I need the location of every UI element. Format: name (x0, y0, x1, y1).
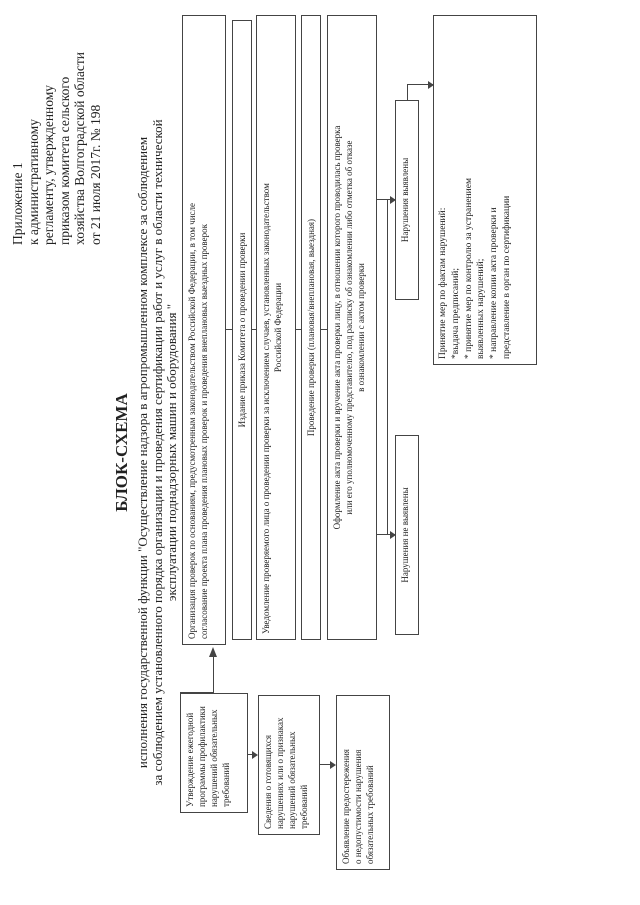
connector-line (213, 657, 214, 693)
connector-line (387, 200, 388, 535)
measures-line: выявленных нарушений; (476, 258, 487, 359)
connector-line (377, 534, 387, 535)
prevention-program-line: программы профилактики (197, 706, 208, 807)
arrowhead (209, 647, 217, 657)
step-order-line: Издание приказа Комитета о проведении проверки (237, 232, 247, 428)
step-act-line: Оформление акта проверки и вручение акта проверки лицу, в отношении которого проводилась проверка (332, 125, 342, 530)
measures-line: * принятие мер по контролю за устранением (463, 178, 474, 359)
appendix-line: к административному (25, 119, 41, 245)
measures-line: * направление копии акта проверки и (489, 207, 500, 359)
connector-line (296, 329, 301, 330)
step-act (327, 15, 377, 640)
measures-line: представление в орган по сертификации (502, 195, 513, 359)
outcome-violations-found (395, 100, 419, 300)
step-notification-line: Уведомление проверяемого лица о проведении проверки за исключением случаев, установленных законодательством (261, 183, 271, 634)
outcome-found-label: Нарушения выявлены (400, 157, 410, 243)
connector-line (321, 329, 327, 330)
prevention-warning-line: Объявление предостережения (341, 749, 351, 864)
connector-line (226, 329, 232, 330)
appendix-note (10, 5, 103, 245)
arrowhead (252, 751, 258, 759)
arrowhead (330, 761, 336, 769)
prevention-program-line: требований (221, 762, 232, 807)
subtitle-line: эксплуатации поднадзорных машин и оборудования " (164, 303, 180, 602)
step-organization-line: Организация проверок по основаниям, предусмотренным законодательством Российской Федерации, в том числе (187, 202, 197, 639)
step-act-line: в ознакомлении с актом проверки (356, 263, 367, 392)
step-inspection (301, 15, 321, 640)
appendix-line: хозяйства Волгоградской области (72, 52, 88, 245)
prevention-info (258, 695, 320, 835)
arrowhead (390, 531, 396, 539)
step-organization-line: согласование проекта плана проведения плановых проверок и проведения внеплановых выездных проверок (199, 224, 210, 639)
step-notification (256, 15, 296, 640)
appendix-line: Приложение 1 (10, 162, 25, 245)
diagram-subtitle (136, 0, 180, 905)
connector-line (407, 85, 408, 100)
measures-box (433, 15, 537, 365)
prevention-warning (336, 695, 390, 870)
subtitle-line: за соблюдением установленного порядка организации и проведения сертификации работ и услуг в области технической (149, 119, 165, 786)
prevention-warning-line: о недопустимости нарушения (353, 749, 364, 864)
prevention-info-line: нарушениях или о признаках (275, 717, 286, 829)
prevention-info-line: Сведения о готовящихся (263, 735, 273, 829)
outcome-not-found-label: Нарушения не выявлены (400, 487, 410, 583)
connector-line (252, 329, 256, 330)
appendix-line: от 21 июля 2017г. № 198 (87, 104, 103, 245)
diagram-title: БЛОК-СХЕМА (112, 393, 131, 512)
prevention-program (180, 693, 248, 813)
outcome-violations-not-found (395, 435, 419, 635)
step-order (232, 20, 252, 640)
appendix-line: приказом комитета сельского (56, 76, 72, 245)
step-act-line: или его уполномоченному представителю, под расписку об ознакомлении либо отметка об отказе (344, 140, 355, 515)
measures-line: *выдача предписаний; (450, 267, 461, 359)
prevention-program-line: нарушений обязательных (209, 709, 220, 807)
step-inspection-line: Проведение проверки (плановая/внеплановая, выездная) (306, 218, 316, 437)
prevention-info-line: нарушений обязательных (287, 731, 298, 829)
prevention-info-line: требований (299, 784, 310, 829)
prevention-program-line: Утверждение ежегодной (185, 712, 195, 807)
step-notification-line: Российской Федерации (273, 282, 284, 373)
arrowhead (428, 81, 434, 89)
subtitle-line: исполнения государственной функции "Осуществление надзора в агропромышленном комплексе за соблюдением (135, 136, 150, 769)
appendix-line: регламенту, утвержденному (41, 84, 57, 245)
measures-line: Принятие мер по фактам нарушений: (438, 207, 448, 359)
connector-line (180, 692, 213, 693)
arrowhead (390, 196, 396, 204)
prevention-warning-line: обязательных требований (365, 765, 376, 864)
step-organization (182, 15, 226, 645)
